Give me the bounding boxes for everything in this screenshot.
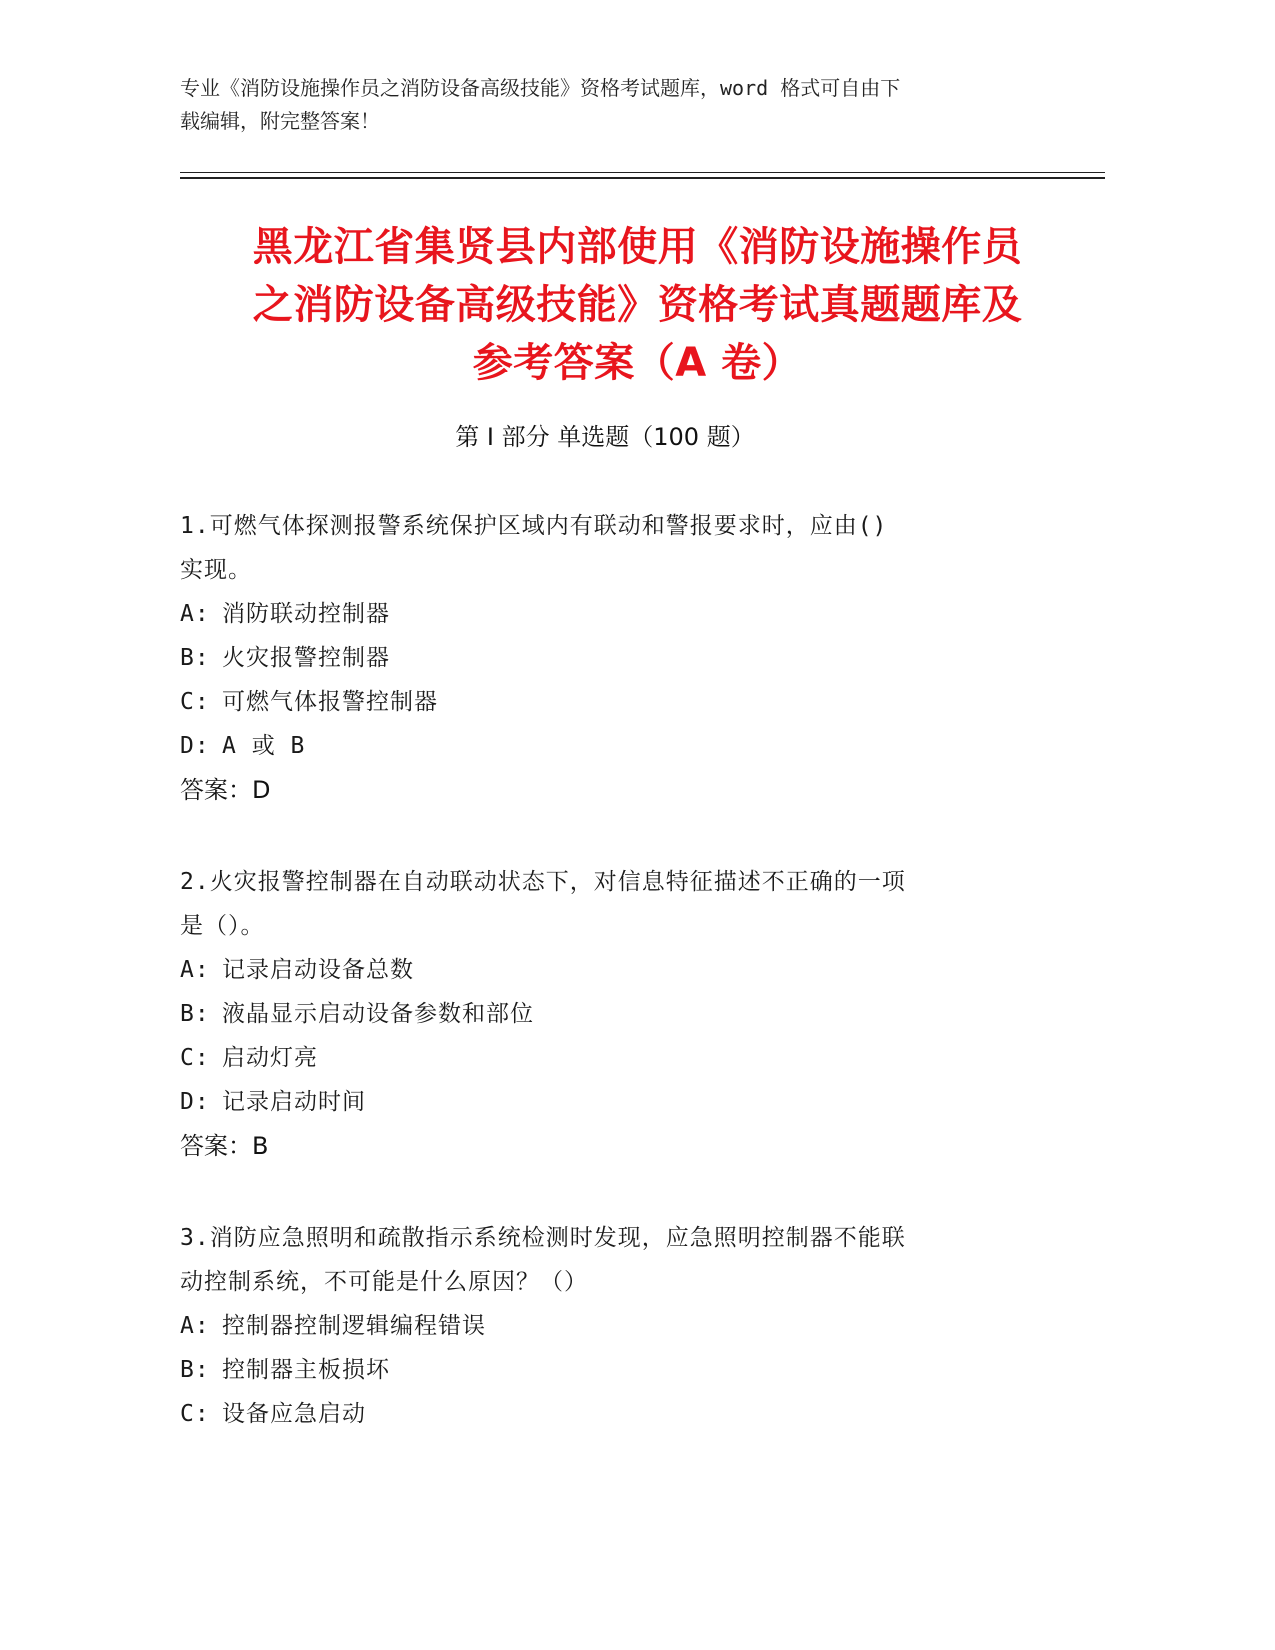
question-stem (180, 860, 1020, 948)
document-title (185, 218, 1090, 392)
option-text: 记录启动时间 (222, 1089, 366, 1115)
header-note-line-1: 专业《消防设施操作员之消防设备高级技能》资格考试题库，word 格式可自由下 (180, 76, 901, 100)
option-a (180, 948, 1020, 992)
option-d (180, 1080, 1020, 1124)
option-key: C: (180, 1401, 210, 1427)
option-c (180, 1392, 1020, 1436)
question-stem-line-2: 动控制系统，不可能是什么原因？（） (180, 1269, 588, 1295)
question-2 (180, 860, 1020, 1168)
document-title-line-2: 之消防设备高级技能》资格考试真题题库及 (252, 282, 1023, 328)
header-note-line-2: 载编辑，附完整答案！ (180, 109, 380, 133)
option-key: C: (180, 1045, 210, 1071)
question-stem-line-1: 1.可燃气体探测报警系统保护区域内有联动和警报要求时，应由() (180, 513, 888, 539)
option-key: A: (180, 957, 210, 983)
option-key: B: (180, 645, 210, 671)
header-note (180, 72, 1060, 138)
option-text: 控制器控制逻辑编程错误 (222, 1313, 486, 1339)
option-key: C: (180, 689, 210, 715)
option-a (180, 1304, 1020, 1348)
option-key: D: (180, 1089, 210, 1115)
option-text: 启动灯亮 (222, 1045, 318, 1071)
option-a (180, 592, 1020, 636)
option-c (180, 680, 1020, 724)
question-1 (180, 504, 1020, 812)
answer: 答案：D (180, 776, 271, 804)
option-b (180, 636, 1020, 680)
option-b (180, 1348, 1020, 1392)
option-c (180, 1036, 1020, 1080)
option-key: B: (180, 1001, 210, 1027)
option-text: 设备应急启动 (222, 1401, 366, 1427)
question-list (180, 504, 1020, 1484)
option-text: 消防联动控制器 (222, 601, 390, 627)
question-stem-line-1: 3.消防应急照明和疏散指示系统检测时发现，应急照明控制器不能联 (180, 1225, 906, 1251)
option-text: A 或 B (222, 733, 306, 759)
question-stem-line-2: 是（）。 (180, 913, 265, 939)
option-text: 火灾报警控制器 (222, 645, 390, 671)
question-stem-line-2: 实现。 (180, 557, 252, 583)
option-b (180, 992, 1020, 1036)
header-divider-thick (180, 177, 1105, 179)
document-title-line-1: 黑龙江省集贤县内部使用《消防设施操作员 (252, 224, 1023, 270)
option-text: 控制器主板损坏 (222, 1357, 390, 1383)
option-text: 液晶显示启动设备参数和部位 (222, 1001, 534, 1027)
header-divider-thin (180, 172, 1105, 173)
option-key: D: (180, 733, 210, 759)
option-key: A: (180, 601, 210, 627)
question-stem (180, 504, 1020, 592)
option-text: 可燃气体报警控制器 (222, 689, 438, 715)
answer: 答案：B (180, 1132, 269, 1160)
question-3 (180, 1216, 1020, 1436)
section-title: 第 I 部分 单选题（100 题） (455, 423, 755, 451)
option-key: A: (180, 1313, 210, 1339)
document-title-line-3: 参考答案（A 卷） (472, 340, 803, 386)
option-text: 记录启动设备总数 (222, 957, 414, 983)
option-key: B: (180, 1357, 210, 1383)
question-stem (180, 1216, 1020, 1304)
question-stem-line-1: 2.火灾报警控制器在自动联动状态下，对信息特征描述不正确的一项 (180, 869, 906, 895)
option-d (180, 724, 1020, 768)
